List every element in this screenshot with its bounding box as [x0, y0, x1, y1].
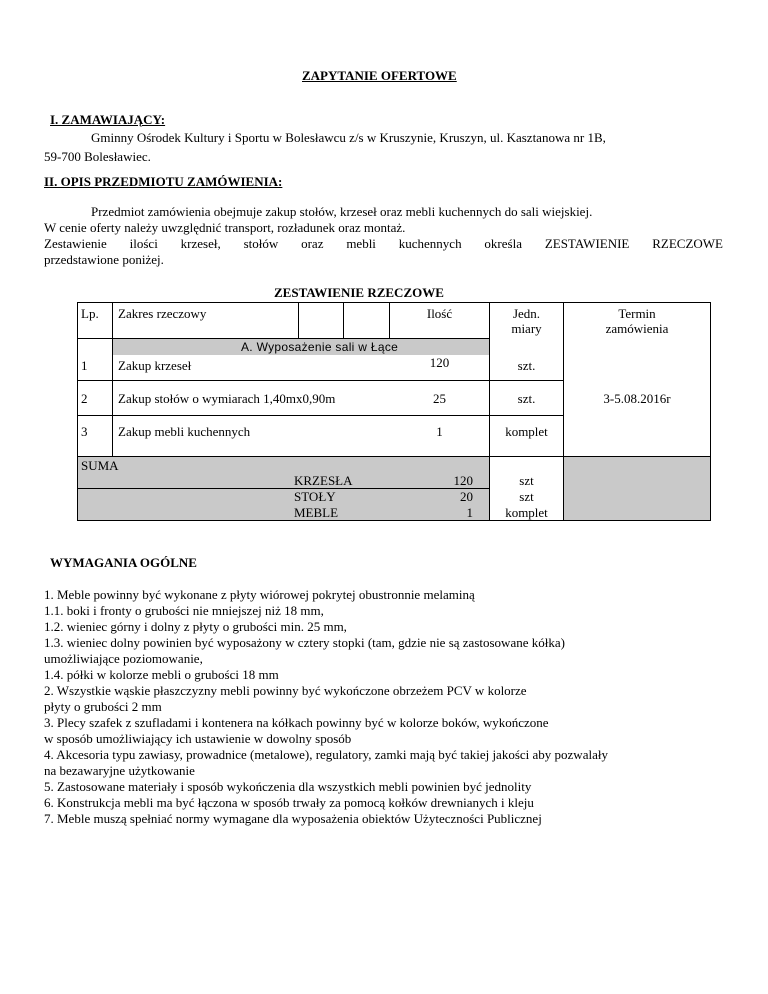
row3-lp: 3: [81, 424, 88, 439]
suma-item3-unit: komplet: [505, 505, 548, 520]
section2-line4: przedstawione poniżej.: [44, 252, 164, 267]
row1-lp: 1: [81, 358, 88, 373]
requirement-line: 1. Meble powinny być wykonane z płyty wiórowej pokrytej obustronnie melaminą: [44, 587, 475, 602]
row3-unit: komplet: [505, 424, 548, 439]
row3-name: Zakup mebli kuchennych: [118, 424, 251, 439]
requirements-heading: WYMAGANIA OGÓLNE: [50, 555, 197, 570]
section1-line1: Gminny Ośrodek Kultury i Sportu w Bolesławcu z/s w Kruszynie, Kruszyn, ul. Kasztanowa nr 1B,: [91, 130, 606, 145]
requirement-line: 1.3. wieniec dolny powinien być wyposażony w cztery stopki (tam, gdzie nie są zastosowane kółka): [44, 635, 565, 650]
requirement-line: na bezawaryjne użytkowanie: [44, 763, 195, 778]
group-label: A. Wyposażenie sali w Łące: [241, 340, 399, 354]
requirement-line: 5. Zastosowane materiały i sposób wykończenia dla wszystkich mebli powinien być jednolity: [44, 779, 532, 794]
row1-qty: 120: [429, 355, 450, 370]
row2-lp: 2: [81, 391, 88, 406]
requirements-list: [44, 587, 608, 827]
header-termin-line2: zamówienia: [605, 321, 669, 336]
requirement-line: w sposób umożliwiający ich ustawienie w dowolny sposób: [44, 731, 352, 746]
header-lp: Lp.: [81, 306, 99, 321]
suma-item2-qty: 20: [460, 489, 473, 504]
header-jedn-line2: miary: [511, 321, 542, 336]
requirement-line: 6. Konstrukcja mebli ma być łączona w sposób trwały za pomocą kołków drewnianych i kleju: [44, 795, 534, 810]
requirement-line: 1.1. boki i fronty o grubości nie mniejszej niż 18 mm,: [44, 603, 324, 618]
suma-item3-name: MEBLE: [294, 505, 339, 520]
table-title: ZESTAWIENIE RZECZOWE: [274, 285, 444, 300]
requirement-line: 7. Meble muszą spełniać normy wymagane dla wyposażenia obiektów Użyteczności Publicznej: [44, 811, 542, 826]
row2-unit: szt.: [517, 391, 536, 406]
requirement-line: płyty o grubości 2 mm: [44, 699, 162, 714]
suma-item2-unit: szt: [519, 489, 534, 504]
requirement-line: 4. Akcesoria typu zawiasy, prowadnice (metalowe), regulatory, zamki mają być takiej jakości aby pozwalały: [44, 747, 608, 762]
row3-qty: 1: [436, 424, 443, 439]
zestawienie-table: [77, 302, 711, 521]
suma-item1-qty: 120: [453, 473, 473, 488]
section2-line1: Przedmiot zamówienia obejmuje zakup stołów, krzeseł oraz mebli kuchennych do sali wiejskiej.: [91, 204, 593, 219]
row2-name: Zakup stołów o wymiarach 1,40mx0,90m: [118, 391, 336, 406]
section1-heading: [50, 112, 165, 128]
requirement-line: 3. Plecy szafek z szufladami i kontenera na kółkach powinny być w kolorze boków, wykończone: [44, 715, 549, 730]
suma-item2-name: STOŁY: [294, 489, 336, 504]
suma-item1-unit: szt: [519, 473, 534, 488]
header-ilosc: Ilość: [426, 306, 453, 321]
requirement-line: 2. Wszystkie wąskie płaszczyzny mebli powinny być wykończone obrzeżem PCV w kolorze: [44, 683, 527, 698]
header-zakres: Zakres rzeczowy: [118, 306, 207, 321]
header-termin-line1: Termin: [618, 306, 656, 321]
section2-heading: II. OPIS PRZEDMIOTU ZAMÓWIENIA:: [44, 174, 283, 189]
row1-unit: szt.: [517, 358, 536, 373]
requirement-line: 1.2. wieniec górny i dolny z płyty o grubości min. 25 mm,: [44, 619, 347, 634]
row2-qty: 25: [433, 391, 446, 406]
requirement-line: 1.4. półki w kolorze mebli o grubości 18 mm: [44, 667, 279, 682]
page-title: ZAPYTANIE OFERTOWE: [302, 68, 457, 83]
section1-heading-text: I. ZAMAWIAJĄCY:: [50, 112, 166, 127]
suma-label: SUMA: [81, 458, 119, 473]
section2-line3: Zestawienie ilości krzeseł, stołów oraz mebli kuchennych określa ZESTAWIENIE RZECZOWE: [44, 236, 723, 251]
section2-line2: W cenie oferty należy uwzględnić transport, rozładunek oraz montaż.: [44, 220, 406, 235]
suma-item1-name: KRZESŁA: [294, 473, 353, 488]
header-jedn-line1: Jedn.: [512, 306, 541, 321]
suma-item3-qty: 1: [466, 505, 473, 520]
row1-name: Zakup krzeseł: [118, 358, 192, 373]
requirement-line: umożliwiające poziomowanie,: [44, 651, 203, 666]
termin-value: 3-5.08.2016r: [603, 391, 671, 406]
section1-line2: 59-700 Bolesławiec.: [44, 149, 151, 164]
